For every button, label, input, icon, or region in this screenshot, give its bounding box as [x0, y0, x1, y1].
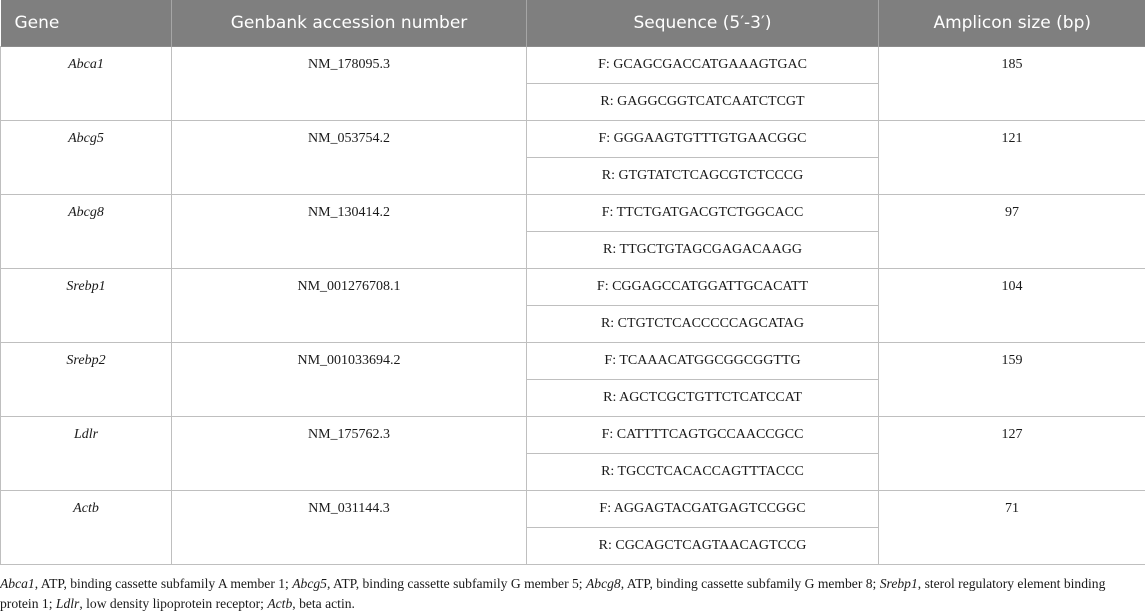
header-accession: Genbank accession number — [172, 0, 527, 47]
header-sequence: Sequence (5′-3′) — [527, 0, 879, 47]
reverse-primer-cell: R: GAGGCGGTCATCAATCTCGT — [527, 84, 879, 121]
header-row — [1, 0, 1145, 47]
forward-primer-cell: F: AGGAGTACGATGAGTCCGGC — [527, 491, 879, 528]
amplicon-cell: 71 — [879, 491, 1145, 565]
footnote-text: , low density lipoprotein receptor; — [79, 596, 268, 611]
forward-primer-cell: F: GGGAAGTGTTTGTGAACGGC — [527, 121, 879, 158]
gene-cell: Abca1 — [1, 47, 172, 121]
amplicon-cell: 104 — [879, 269, 1145, 343]
accession-cell: NM_031144.3 — [172, 491, 527, 565]
footnote-gene-name: Ldlr — [55, 596, 80, 611]
accession-cell: NM_053754.2 — [172, 121, 527, 195]
reverse-primer-cell: R: CTGTCTCACCCCCAGCATAG — [527, 306, 879, 343]
table-row — [1, 269, 1145, 306]
footnote-text: , ATP, binding cassette subfamily A member 1; — [34, 576, 293, 591]
reverse-primer-cell: R: GTGTATCTCAGCGTCTCCCG — [527, 158, 879, 195]
table-footnote — [0, 574, 1140, 614]
header-amplicon: Amplicon size (bp) — [879, 0, 1145, 47]
accession-cell: NM_130414.2 — [172, 195, 527, 269]
gene-cell: Srebp1 — [1, 269, 172, 343]
forward-primer-cell: F: TCAAACATGGCGGCGGTTG — [527, 343, 879, 380]
footnote-text: , beta actin. — [292, 596, 355, 611]
table-header — [1, 0, 1145, 47]
accession-cell: NM_178095.3 — [172, 47, 527, 121]
footnote-text: , ATP, binding cassette subfamily G member 8; — [620, 576, 880, 591]
reverse-primer-cell: R: TTGCTGTAGCGAGACAAGG — [527, 232, 879, 269]
gene-cell: Actb — [1, 491, 172, 565]
table-body — [1, 47, 1145, 565]
forward-primer-cell: F: GCAGCGACCATGAAAGTGAC — [527, 47, 879, 84]
footnote-gene-name: Abca1 — [0, 576, 35, 591]
footnote-gene-name: Abcg8 — [586, 576, 621, 591]
footnote-gene-name: Abcg5 — [292, 576, 327, 591]
accession-cell: NM_001276708.1 — [172, 269, 527, 343]
table-row — [1, 47, 1145, 84]
forward-primer-cell: F: CGGAGCCATGGATTGCACATT — [527, 269, 879, 306]
gene-cell: Abcg5 — [1, 121, 172, 195]
gene-cell: Srebp2 — [1, 343, 172, 417]
table-row — [1, 343, 1145, 380]
accession-cell: NM_001033694.2 — [172, 343, 527, 417]
footnote-gene-name: Srebp1 — [879, 576, 918, 591]
amplicon-cell: 97 — [879, 195, 1145, 269]
header-gene: Gene — [1, 0, 172, 47]
reverse-primer-cell: R: TGCCTCACACCAGTTTACCC — [527, 454, 879, 491]
reverse-primer-cell: R: AGCTCGCTGTTCTCATCCAT — [527, 380, 879, 417]
amplicon-cell: 121 — [879, 121, 1145, 195]
amplicon-cell: 159 — [879, 343, 1145, 417]
gene-cell: Abcg8 — [1, 195, 172, 269]
table-row — [1, 491, 1145, 528]
amplicon-cell: 127 — [879, 417, 1145, 491]
footnote-text: , ATP, binding cassette subfamily G member 5; — [326, 576, 586, 591]
accession-cell: NM_175762.3 — [172, 417, 527, 491]
footnote-gene-name: Actb — [267, 596, 293, 611]
forward-primer-cell: F: CATTTTCAGTGCCAACCGCC — [527, 417, 879, 454]
table-row — [1, 417, 1145, 454]
table-row — [1, 195, 1145, 232]
reverse-primer-cell: R: CGCAGCTCAGTAACAGTCCG — [527, 528, 879, 565]
amplicon-cell: 185 — [879, 47, 1145, 121]
gene-cell: Ldlr — [1, 417, 172, 491]
forward-primer-cell: F: TTCTGATGACGTCTGGCACC — [527, 195, 879, 232]
footnote-text: , sterol regulatory element binding protein 1; — [0, 576, 1106, 611]
table-row — [1, 121, 1145, 158]
